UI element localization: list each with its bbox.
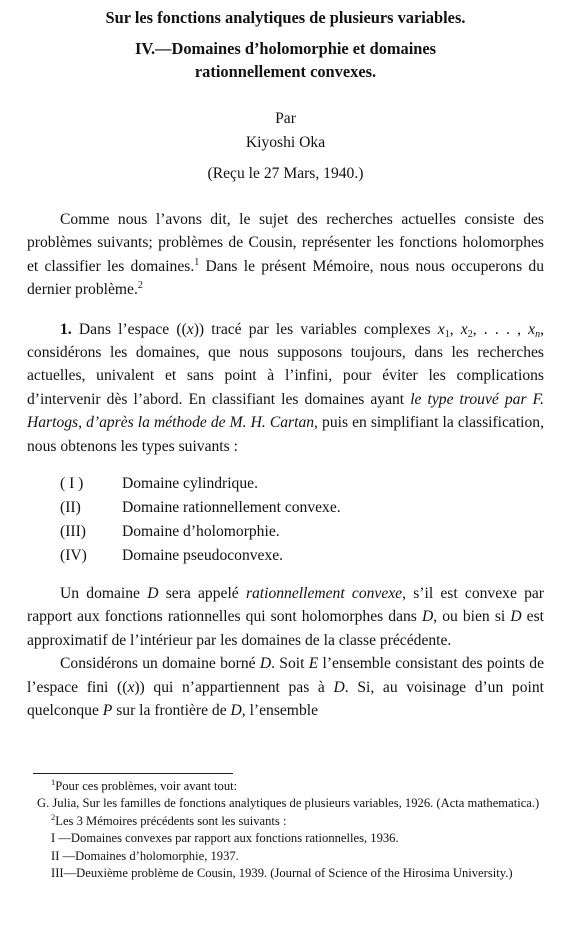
- list-item: [60, 472, 544, 496]
- type-label: Domaine pseudoconvexe.: [122, 547, 284, 565]
- bd-text-b: . Soit: [271, 655, 309, 673]
- list-item: [60, 520, 544, 544]
- footnote-1-reference: G. Julia, Sur les familles de fonctions analytiques de plusieurs variables, 1926. (Acta mathematica.): [37, 796, 540, 811]
- title-block: [27, 6, 544, 83]
- by-label: Par: [275, 110, 296, 127]
- bd-text-d: )) qui n’appartiennent pas à: [134, 678, 334, 696]
- paragraph-definition: [27, 582, 544, 652]
- paragraph-section-1: [27, 318, 544, 458]
- def-text-c: , s’il est convexe par rapport aux fonctions rationnelles qui sont holomorphes dans: [27, 585, 544, 626]
- def-text-d: , ou bien si: [433, 608, 511, 626]
- sec1-text-d: puis en simplifiant la classification, nous obtenons les types suivants :: [27, 414, 544, 455]
- footnote-ref-2[interactable]: 2: [137, 280, 143, 292]
- type-number: (IV): [60, 547, 87, 565]
- sec1-text-a: Dans l’espace ((: [71, 320, 187, 338]
- def-text-a: Un domaine: [60, 585, 148, 603]
- paper-title-line-2: rationnellement convexes.: [194, 62, 377, 81]
- var-x2: x: [460, 320, 468, 338]
- domain-types-list: [60, 472, 544, 568]
- footnote-2-item: III—Deuxième problème de Cousin, 1939. (Journal of Science of the Hirosima University.): [51, 866, 513, 881]
- section-number: 1.: [60, 320, 72, 338]
- ellipsis: , . . . ,: [472, 320, 529, 338]
- type-label: Domaine rationnellement convexe.: [122, 499, 341, 517]
- byline: [27, 107, 544, 186]
- var-D: D: [147, 585, 159, 603]
- sub-n: n: [535, 328, 541, 340]
- footnote-2-item: II —Domaines d’holomorphie, 1937.: [51, 848, 239, 863]
- bd-text-f: sur la frontière de: [112, 702, 231, 720]
- footnote-2-text: Les 3 Mémoires précédents sont les suivants :: [55, 813, 287, 828]
- var-E: E: [308, 655, 319, 673]
- var-D: D: [230, 702, 242, 720]
- bd-text-a: Considérons un domaine borné: [60, 655, 260, 673]
- comma: ,: [449, 320, 461, 338]
- author-name: Kiyoshi Oka: [245, 134, 326, 151]
- footnote-2: [27, 813, 544, 830]
- footnote-1: [27, 778, 544, 795]
- var-xn: x: [528, 320, 536, 338]
- hartogs-phrase: le type trouvé par F. Hartogs, d’après la méthode de M. H. Cartan,: [27, 390, 545, 432]
- bd-text-e: . Si, au voisinage d’un point quelconque: [27, 678, 544, 720]
- footnote-1-text: Pour ces problèmes, voir avant tout:: [55, 779, 238, 793]
- var-x: x: [127, 678, 135, 696]
- series-title: Sur les fonctions analytiques de plusieurs variables.: [105, 8, 466, 27]
- var-D: D: [510, 608, 522, 626]
- def-text-e: est approximatif de l’intérieur par les domaines de la classe précédente.: [27, 608, 544, 649]
- defined-term: rationnellement convexe: [245, 585, 403, 603]
- received-date: (Reçu le 27 Mars, 1940.): [207, 165, 364, 182]
- sec1-text-b: )) tracé par les variables complexes: [193, 320, 438, 338]
- type-number: (III): [60, 523, 86, 541]
- footnote-mark-2: 2: [51, 811, 56, 822]
- bd-text-g: , l’ensemble: [241, 702, 318, 720]
- var-x1: x: [437, 320, 445, 338]
- footnote-2-item: I —Domaines convexes par rapport aux fonctions rationnelles, 1936.: [51, 831, 399, 846]
- intro-text-a: Comme nous l’avons dit, le sujet des recherches actuelles consiste des problèmes suivants; problèmes de Cousin, représenter les fonctions holomorphes et classifier les domaines.: [27, 211, 544, 275]
- var-D: D: [333, 678, 345, 696]
- var-P: P: [102, 702, 113, 720]
- var-x: x: [186, 320, 194, 338]
- list-item: [60, 544, 544, 568]
- paper-title-line-1: IV.—Domaines d’holomorphie et domaines: [134, 39, 437, 58]
- type-number: ( I ): [60, 475, 84, 493]
- footnote-separator: [33, 773, 233, 774]
- type-number: (II): [60, 499, 81, 517]
- footnotes: [27, 778, 544, 882]
- bd-text-c: l’ensemble consistant des points de l’espace fini ((: [27, 655, 544, 696]
- type-label: Domaine cylindrique.: [122, 475, 258, 493]
- intro-text-b: Dans le présent Mémoire, nous nous occuperons du dernier problème.: [27, 257, 544, 299]
- footnote-ref-1[interactable]: 1: [194, 256, 200, 268]
- type-label: Domaine d’holomorphie.: [122, 523, 280, 541]
- paragraph-intro: [27, 208, 544, 302]
- var-D: D: [259, 655, 272, 673]
- def-text-b: sera appelé: [158, 585, 246, 603]
- paragraph-bounded-domain: [27, 652, 544, 722]
- sub-1: 1: [444, 328, 450, 340]
- var-D: D: [421, 608, 434, 626]
- list-item: [60, 496, 544, 520]
- sec1-text-c: , considérons les domaines, que nous supposons toujours, dans les recherches actuelles, univalent et sans point à l’infini, pour éviter les complications d’intervenir dès l’abord. En classifiant les domaines ayant: [27, 320, 544, 408]
- footnote-mark-1: 1: [51, 777, 56, 787]
- sub-2: 2: [467, 328, 473, 340]
